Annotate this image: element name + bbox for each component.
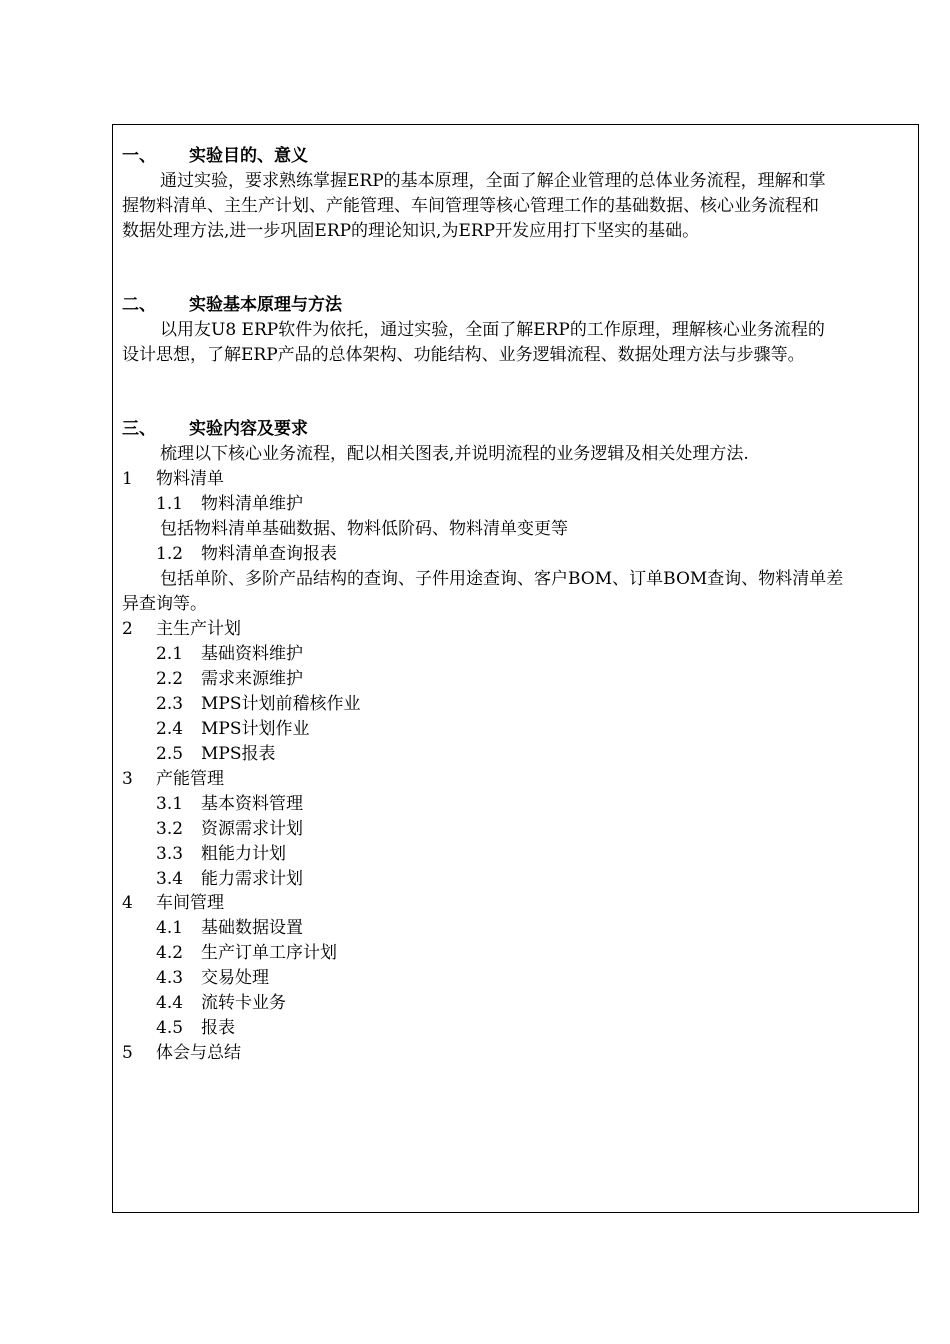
list-item: 2 主生产计划 bbox=[122, 619, 241, 639]
sub-list-item: 2.2 需求来源维护 bbox=[156, 669, 303, 689]
paragraph-line: 设计思想，了解ERP产品的总体架构、功能结构、业务逻辑流程、数据处理方法与步骤等。 bbox=[122, 345, 805, 365]
sub-list-item: 1.1 物料清单维护 bbox=[156, 494, 303, 514]
sub-list-item: 3.1 基本资料管理 bbox=[156, 794, 303, 814]
section-title: 实验目的、意义 bbox=[189, 146, 308, 166]
sub-list-item: 4.4 流转卡业务 bbox=[156, 993, 286, 1013]
sub-list-item: 4.5 报表 bbox=[156, 1018, 235, 1038]
paragraph-line: 数据处理方法,进一步巩固ERP的理论知识,为ERP开发应用打下坚实的基础。 bbox=[122, 221, 700, 241]
list-item: 5 体会与总结 bbox=[122, 1043, 241, 1063]
item-detail: 包括单阶、多阶产品结构的查询、子件用途查询、客户BOM、订单BOM查询、物料清单差 bbox=[160, 569, 844, 589]
paragraph-line: 通过实验，要求熟练掌握ERP的基本原理，全面了解企业管理的总体业务流程，理解和掌 bbox=[160, 171, 826, 191]
sub-list-item: 2.4 MPS计划作业 bbox=[156, 719, 310, 739]
list-item: 3 产能管理 bbox=[122, 769, 224, 789]
item-detail: 包括物料清单基础数据、物料低阶码、物料清单变更等 bbox=[160, 519, 568, 539]
sub-list-item: 4.2 生产订单工序计划 bbox=[156, 943, 337, 963]
sub-list-item: 3.3 粗能力计划 bbox=[156, 844, 286, 864]
list-item: 4 车间管理 bbox=[122, 893, 224, 913]
sub-list-item: 2.1 基础资料维护 bbox=[156, 644, 303, 664]
sub-list-item: 2.3 MPS计划前稽核作业 bbox=[156, 694, 361, 714]
sub-list-item: 1.2 物料清单查询报表 bbox=[156, 544, 337, 564]
section-title: 实验基本原理与方法 bbox=[189, 295, 342, 315]
section-title: 实验内容及要求 bbox=[189, 419, 308, 439]
sub-list-item: 3.4 能力需求计划 bbox=[156, 869, 303, 889]
section-number: 二、 bbox=[122, 295, 156, 315]
section-3-heading bbox=[122, 417, 912, 442]
sub-list-item: 4.3 交易处理 bbox=[156, 968, 269, 988]
sub-list-item: 3.2 资源需求计划 bbox=[156, 819, 303, 839]
section-2-heading bbox=[122, 293, 912, 318]
list-item: 1 物料清单 bbox=[122, 469, 224, 489]
sub-list-item: 2.5 MPS报表 bbox=[156, 744, 276, 764]
paragraph-line: 握物料清单、主生产计划、产能管理、车间管理等核心管理工作的基础数据、核心业务流程和 bbox=[122, 196, 819, 216]
section-number: 一、 bbox=[122, 146, 156, 166]
sub-list-item: 4.1 基础数据设置 bbox=[156, 918, 303, 938]
section-number: 三、 bbox=[122, 419, 156, 439]
paragraph-line: 以用友U8 ERP软件为依托，通过实验，全面了解ERP的工作原理，理解核心业务流程的 bbox=[160, 320, 825, 340]
item-detail: 异查询等。 bbox=[122, 594, 207, 614]
section-intro: 梳理以下核心业务流程，配以相关图表,并说明流程的业务逻辑及相关处理方法. bbox=[160, 444, 749, 464]
section-1-heading bbox=[122, 144, 912, 169]
